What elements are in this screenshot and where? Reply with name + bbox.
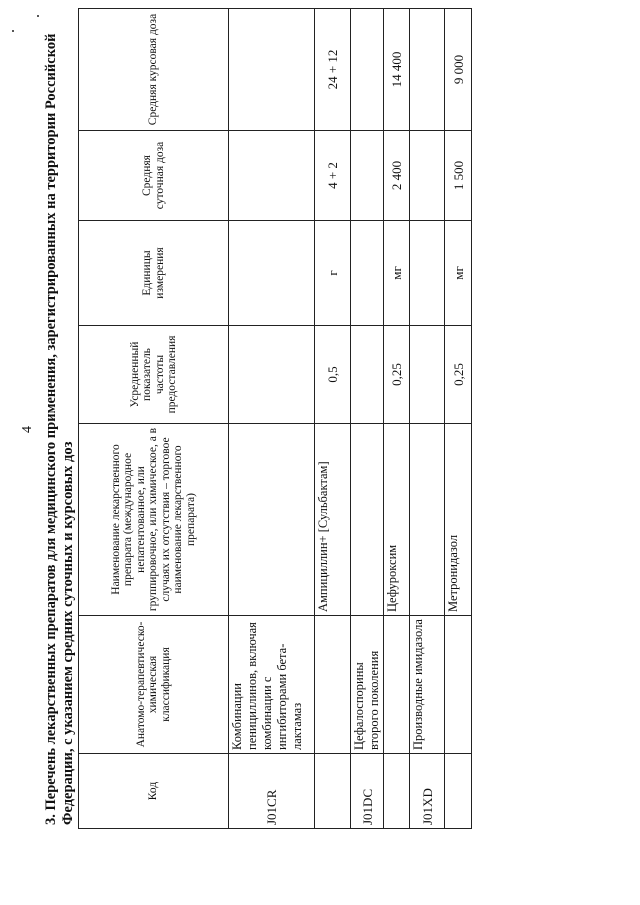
row-unit: мг: [384, 221, 410, 326]
row-drug: [410, 424, 445, 616]
row-drug: [351, 424, 384, 616]
row-drug: Цефуроксим: [384, 424, 410, 616]
row-code: [315, 754, 351, 829]
table-row: [315, 9, 351, 829]
row-daily-dose: 2 400: [384, 131, 410, 221]
row-daily-dose: 1 500: [445, 131, 472, 221]
table-row: [384, 9, 410, 829]
row-unit: [351, 221, 384, 326]
row-daily-dose: [229, 131, 315, 221]
row-code: [445, 754, 472, 829]
row-code: [384, 754, 410, 829]
row-course-dose: 9 000: [445, 9, 472, 131]
header-atc: Анатомо-терапевтическо-химическая классификация: [79, 616, 229, 754]
row-course-dose: 14 400: [384, 9, 410, 131]
section-heading: 3. Перечень лекарственных препаратов для медицинского применения, зарегистрированных на территории Российской Федерации, с указанием средних суточных и курсовых доз: [43, 33, 76, 825]
header-daily-dose: Средняя суточная доза: [79, 131, 229, 221]
row-drug: Ампициллин+ [Сульбактам]: [315, 424, 351, 616]
row-code: J01XD: [410, 754, 445, 829]
header-frequency: Усредненный показатель частоты предоставления: [79, 326, 229, 424]
row-daily-dose: [351, 131, 384, 221]
row-code: J01DC: [351, 754, 384, 829]
table-header-row: [79, 9, 229, 829]
header-code: Код: [79, 754, 229, 829]
row-daily-dose: 4 + 2: [315, 131, 351, 221]
row-frequency: 0,25: [445, 326, 472, 424]
row-frequency: [351, 326, 384, 424]
row-unit: [229, 221, 315, 326]
header-course-dose: Средняя курсовая доза: [79, 9, 229, 131]
row-atc: [445, 616, 472, 754]
table-row: [410, 9, 445, 829]
row-frequency: 0,5: [315, 326, 351, 424]
page-number: 4: [20, 426, 35, 433]
row-course-dose: [229, 9, 315, 131]
row-course-dose: [351, 9, 384, 131]
row-atc: [384, 616, 410, 754]
row-drug: Метронидазол: [445, 424, 472, 616]
row-daily-dose: [410, 131, 445, 221]
row-code: J01CR: [229, 754, 315, 829]
table-row: [351, 9, 384, 829]
row-drug: [229, 424, 315, 616]
row-atc: Производные имидазола: [410, 616, 445, 754]
row-unit: г: [315, 221, 351, 326]
row-course-dose: 24 + 12: [315, 9, 351, 131]
row-frequency: [229, 326, 315, 424]
row-frequency: [410, 326, 445, 424]
table-row: [445, 9, 472, 829]
header-unit: Единицы измерения: [79, 221, 229, 326]
row-atc: Комбинации пенициллинов, включая комбинации с ингибиторами бета-лактамаз: [229, 616, 315, 754]
row-course-dose: [410, 9, 445, 131]
row-frequency: 0,25: [384, 326, 410, 424]
drug-table: [78, 8, 472, 829]
row-unit: мг: [445, 221, 472, 326]
header-drug-name: Наименование лекарственного препарата (международное непатентованное, или группировочное, или химическое, а в случаях их отсутствия – торговое наименование лекарственного препарата): [79, 424, 229, 616]
row-atc: [315, 616, 351, 754]
row-atc: Цефалоспорины второго поколения: [351, 616, 384, 754]
table-row: [229, 9, 315, 829]
row-unit: [410, 221, 445, 326]
